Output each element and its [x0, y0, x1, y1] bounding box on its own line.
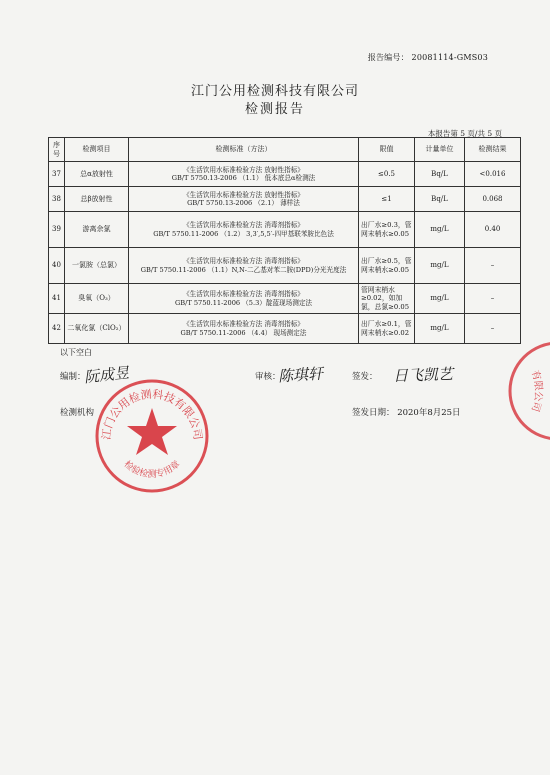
table-row: [49, 212, 521, 248]
row-no: 39: [49, 212, 65, 248]
report-number: 报告编号： 20081114-GMS03: [367, 53, 488, 62]
method-standard: GB/T 5750.11-2006 （4.4） 现场测定法: [180, 328, 307, 337]
table-row: [49, 314, 521, 344]
side-seal-text: 有限公司: [528, 369, 544, 413]
issuer-signature: 日飞凯艺: [392, 364, 454, 386]
method-standard: GB/T 5750.11-2006 （5.3）靛蓝现场测定法: [174, 298, 313, 307]
compiler-label: 编制：: [60, 372, 86, 382]
row-item: 游离余氯: [65, 212, 129, 248]
header-result: 检测结果: [465, 138, 521, 162]
row-method: [129, 284, 359, 314]
row-method: [129, 212, 359, 248]
row-result: –: [465, 314, 521, 344]
method-title: 《生活饮用水标准检验方法 放射性指标》: [183, 190, 304, 199]
issue-date: 签发日期： 2020年8月25日: [352, 408, 461, 418]
row-item: 总α放射性: [65, 162, 129, 187]
row-limit: ≤0.5: [359, 162, 415, 187]
row-result: <0.016: [465, 162, 521, 187]
reviewer-signature: 陈琪轩: [277, 364, 324, 386]
method-standard: GB/T 5750.11-2006 （1.1）N,N-二乙基对苯二胺(DPD)分光光度法: [140, 265, 347, 274]
side-seal-ring: [510, 343, 550, 439]
row-unit: mg/L: [415, 212, 465, 248]
method-title: 《生活饮用水标准检验方法 消毒剂指标》: [183, 257, 304, 266]
reviewer-label: 审核：: [255, 372, 281, 382]
table-row: [49, 187, 521, 212]
row-no: 37: [49, 162, 65, 187]
row-limit: 管网末梢水≥0.02，如加氯，总氯≥0.05: [359, 284, 415, 314]
row-result: –: [465, 248, 521, 284]
row-no: 41: [49, 284, 65, 314]
seal-inner-text: 检验检测专用章: [121, 459, 183, 481]
row-result: 0.40: [465, 212, 521, 248]
header-item: 检测项目: [65, 138, 129, 162]
row-item: 总β放射性: [65, 187, 129, 212]
row-result: 0.068: [465, 187, 521, 212]
header-limit: 限值: [359, 138, 415, 162]
row-no: 38: [49, 187, 65, 212]
row-item: 一氯胺（总氯）: [65, 248, 129, 284]
row-no: 40: [49, 248, 65, 284]
row-unit: mg/L: [415, 248, 465, 284]
row-method: [129, 187, 359, 212]
method-title: 《生活饮用水标准检验方法 消毒剂指标》: [183, 290, 304, 299]
row-method: [129, 162, 359, 187]
results-table: [48, 137, 521, 344]
row-limit: ≤1: [359, 187, 415, 212]
row-method: [129, 248, 359, 284]
partial-seal-icon: [503, 335, 550, 445]
row-limit: 出厂水≥0.1，管网末梢水≥0.02: [359, 314, 415, 344]
row-result: –: [465, 284, 521, 314]
table-row: [49, 248, 521, 284]
row-unit: Bq/L: [415, 162, 465, 187]
row-item: 臭氧（O₃）: [65, 284, 129, 314]
compiler-signature: 阮成昱: [83, 363, 130, 387]
row-item: 二氧化氯（ClO₂）: [65, 314, 129, 344]
org-label: 检测机构: [60, 408, 95, 418]
table-row: [49, 162, 521, 187]
seal-outer-text: 江门公用检测科技有限公司: [99, 387, 205, 441]
header-unit: 计量单位: [415, 138, 465, 162]
row-unit: Bq/L: [415, 187, 465, 212]
header-no: 序号: [49, 138, 65, 162]
svg-text:有限公司: [529, 368, 545, 413]
row-unit: mg/L: [415, 284, 465, 314]
star-icon: [127, 408, 177, 455]
issuer-label: 签发：: [352, 372, 378, 382]
row-limit: 出厂水≥0.5，管网末梢水≥0.05: [359, 248, 415, 284]
method-standard: GB/T 5750.13-2006 （1.1） 低本底总α检测法: [171, 174, 316, 182]
table-header-row: [49, 138, 521, 162]
method-standard: GB/T 5750.13-2006 （2.1） 薄样法: [187, 199, 300, 207]
header-method: 检测标准（方法）: [129, 138, 359, 162]
svg-text:检验检测专用章: [122, 458, 183, 480]
row-method: [129, 314, 359, 344]
table-row: [49, 284, 521, 314]
row-limit: 出厂水≥0.3，管网末梢水≥0.05: [359, 212, 415, 248]
company-name: 江门公用检测科技有限公司: [190, 84, 359, 99]
method-title: 《生活饮用水标准检验方法 消毒剂指标》: [183, 221, 304, 230]
page-info: 本报告第 5 页/共 5 页: [427, 129, 502, 138]
blank-below-note: 以下空白: [60, 348, 92, 357]
inspection-seal-icon: [92, 376, 212, 496]
row-no: 42: [49, 314, 65, 344]
method-standard: GB/T 5750.11-2006 （1.2） 3,3′,5,5′-四甲基联苯胺比色法: [153, 229, 334, 238]
report-title: 检测报告: [244, 102, 305, 117]
row-unit: mg/L: [415, 314, 465, 344]
method-title: 《生活饮用水标准检验方法 消毒剂指标》: [183, 320, 304, 329]
method-title: 《生活饮用水标准检验方法 放射性指标》: [183, 165, 304, 174]
